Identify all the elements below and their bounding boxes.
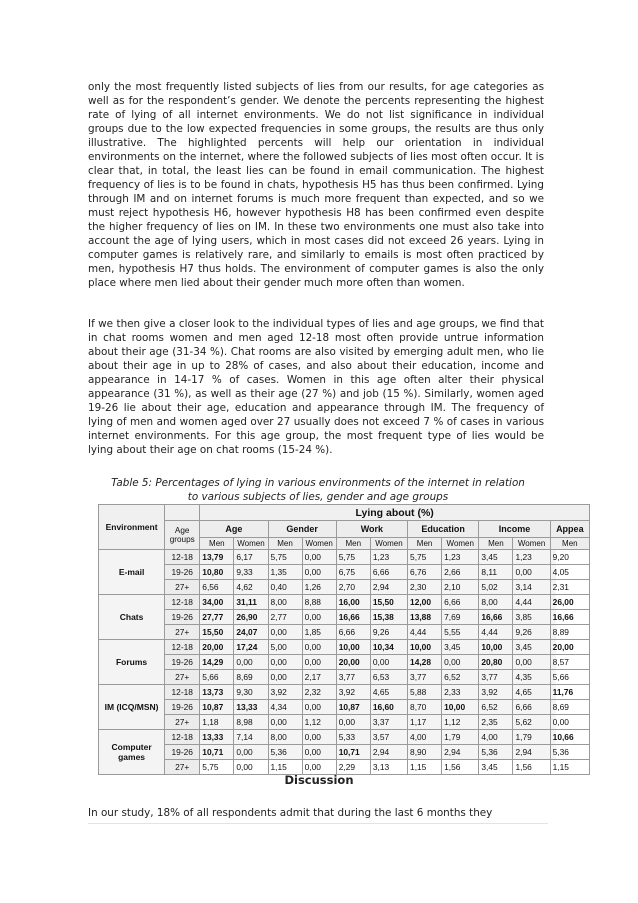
age-group-cell: 19-26 xyxy=(165,700,200,715)
value-cell: 0,00 xyxy=(513,565,550,580)
value-cell: 0,00 xyxy=(302,550,336,565)
value-cell: 10,66 xyxy=(550,730,589,745)
value-cell: 15,50 xyxy=(200,625,234,640)
value-cell: 3,77 xyxy=(479,670,513,685)
value-cell: 2,77 xyxy=(268,610,302,625)
age-group-cell: 27+ xyxy=(165,670,200,685)
value-cell: 26,90 xyxy=(234,610,268,625)
value-cell: 4,00 xyxy=(479,730,513,745)
value-cell: 10,87 xyxy=(336,700,370,715)
value-cell: 17,24 xyxy=(234,640,268,655)
women-subheader: Women xyxy=(234,538,268,550)
value-cell: 9,33 xyxy=(234,565,268,580)
value-cell: 1,15 xyxy=(408,760,442,775)
environment-label: Forums xyxy=(99,640,165,685)
value-cell: 0,00 xyxy=(302,655,336,670)
value-cell: 2,32 xyxy=(302,685,336,700)
value-cell: 5,55 xyxy=(442,625,479,640)
value-cell: 1,17 xyxy=(408,715,442,730)
value-cell: 2,35 xyxy=(479,715,513,730)
value-cell: 5,75 xyxy=(336,550,370,565)
subject-header-work: Work xyxy=(336,521,407,538)
value-cell: 0,00 xyxy=(268,715,302,730)
value-cell: 8,69 xyxy=(550,700,589,715)
value-cell: 13,79 xyxy=(200,550,234,565)
value-cell: 0,00 xyxy=(302,760,336,775)
value-cell: 16,60 xyxy=(370,700,407,715)
value-cell: 1,15 xyxy=(550,760,589,775)
value-cell: 4,62 xyxy=(234,580,268,595)
value-cell: 0,00 xyxy=(234,655,268,670)
value-cell: 0,00 xyxy=(513,655,550,670)
value-cell: 8,88 xyxy=(302,595,336,610)
value-cell: 2,10 xyxy=(442,580,479,595)
value-cell: 0,00 xyxy=(268,655,302,670)
value-cell: 0,00 xyxy=(302,640,336,655)
subject-header-income: Income xyxy=(479,521,550,538)
age-group-cell: 12-18 xyxy=(165,550,200,565)
value-cell: 8,57 xyxy=(550,655,589,670)
value-cell: 0,00 xyxy=(302,610,336,625)
value-cell: 13,73 xyxy=(200,685,234,700)
body-paragraph-2: If we then give a closer look to the individual types of lies and age groups, we find that in chat rooms women and men aged 12-18 most often provide untrue information about their age (31-34 %). Chat rooms are also visited by emerging adult men, who lie about their age in up to 28% of cases, and also about their education, income and appearance in 14-17 % of cases. Women in this age often alter their physical appearance (31 %), as well as their age (27 %) and job (15 %). Similarly, women aged 19-26 lie about their age, education and appearance through IM. The frequency of lying of men and women aged over 27 usually does not exceed 7 % of cases in various internet environments. For this age group, the most frequent type of lies would be lying about their age on chat rooms (15-24 %). xyxy=(88,318,544,456)
value-cell: 4,65 xyxy=(370,685,407,700)
value-cell: 1,56 xyxy=(513,760,550,775)
value-cell: 6,66 xyxy=(513,700,550,715)
value-cell: 10,87 xyxy=(200,700,234,715)
value-cell: 15,38 xyxy=(370,610,407,625)
header-blank xyxy=(165,505,200,521)
value-cell: 7,14 xyxy=(234,730,268,745)
women-subheader: Women xyxy=(442,538,479,550)
value-cell: 5,88 xyxy=(408,685,442,700)
value-cell: 0,40 xyxy=(268,580,302,595)
age-group-cell: 19-26 xyxy=(165,610,200,625)
value-cell: 3,92 xyxy=(268,685,302,700)
age-group-cell: 19-26 xyxy=(165,745,200,760)
value-cell: 4,65 xyxy=(513,685,550,700)
value-cell: 12,00 xyxy=(408,595,442,610)
value-cell: 2,94 xyxy=(513,745,550,760)
value-cell: 14,28 xyxy=(408,655,442,670)
value-cell: 1,79 xyxy=(442,730,479,745)
value-cell: 4,44 xyxy=(479,625,513,640)
value-cell: 16,66 xyxy=(479,610,513,625)
men-subheader: Men xyxy=(200,538,234,550)
age-groups-header: Age groups xyxy=(165,521,200,550)
value-cell: 5,33 xyxy=(336,730,370,745)
value-cell: 6,56 xyxy=(200,580,234,595)
value-cell: 20,00 xyxy=(336,655,370,670)
value-cell: 14,29 xyxy=(200,655,234,670)
value-cell: 1,18 xyxy=(200,715,234,730)
environment-label: Computer games xyxy=(99,730,165,775)
table-row xyxy=(99,700,590,715)
value-cell: 3,85 xyxy=(513,610,550,625)
value-cell: 5,66 xyxy=(200,670,234,685)
table-row xyxy=(99,565,590,580)
value-cell: 5,62 xyxy=(513,715,550,730)
value-cell: 1,79 xyxy=(513,730,550,745)
value-cell: 4,44 xyxy=(513,595,550,610)
subject-header-age: Age xyxy=(200,521,268,538)
value-cell: 1,15 xyxy=(268,760,302,775)
value-cell: 6,52 xyxy=(479,700,513,715)
table-row xyxy=(99,580,590,595)
value-cell: 6,76 xyxy=(408,565,442,580)
value-cell: 4,34 xyxy=(268,700,302,715)
value-cell: 7,69 xyxy=(442,610,479,625)
discussion-heading: Discussion xyxy=(284,773,354,787)
lying-table xyxy=(98,504,590,775)
value-cell: 0,00 xyxy=(234,760,268,775)
age-group-cell: 19-26 xyxy=(165,565,200,580)
table-row xyxy=(99,625,590,640)
table-row xyxy=(99,595,590,610)
value-cell: 3,37 xyxy=(370,715,407,730)
age-group-cell: 12-18 xyxy=(165,730,200,745)
value-cell: 13,33 xyxy=(200,730,234,745)
value-cell: 5,66 xyxy=(550,670,589,685)
value-cell: 4,05 xyxy=(550,565,589,580)
value-cell: 5,36 xyxy=(550,745,589,760)
value-cell: 0,00 xyxy=(268,670,302,685)
value-cell: 3,45 xyxy=(513,640,550,655)
value-cell: 16,66 xyxy=(336,610,370,625)
value-cell: 26,00 xyxy=(550,595,589,610)
men-subheader: Men xyxy=(479,538,513,550)
table-row xyxy=(99,715,590,730)
value-cell: 16,66 xyxy=(550,610,589,625)
value-cell: 8,00 xyxy=(479,595,513,610)
value-cell: 3,77 xyxy=(336,670,370,685)
subject-header-education: Education xyxy=(408,521,479,538)
value-cell: 0,00 xyxy=(550,715,589,730)
value-cell: 9,26 xyxy=(513,625,550,640)
value-cell: 5,75 xyxy=(200,760,234,775)
value-cell: 5,75 xyxy=(408,550,442,565)
value-cell: 2,66 xyxy=(442,565,479,580)
value-cell: 4,44 xyxy=(408,625,442,640)
value-cell: 10,00 xyxy=(408,640,442,655)
value-cell: 24,07 xyxy=(234,625,268,640)
value-cell: 6,66 xyxy=(442,595,479,610)
table-title: Lying about (%) xyxy=(200,505,590,521)
value-cell: 16,00 xyxy=(336,595,370,610)
value-cell: 3,77 xyxy=(408,670,442,685)
men-subheader: Men xyxy=(336,538,370,550)
table-row xyxy=(99,655,590,670)
subject-header-appearance: Appea xyxy=(550,521,589,538)
value-cell: 8,69 xyxy=(234,670,268,685)
value-cell: 2,94 xyxy=(370,745,407,760)
value-cell: 2,31 xyxy=(550,580,589,595)
value-cell: 6,75 xyxy=(336,565,370,580)
value-cell: 4,35 xyxy=(513,670,550,685)
value-cell: 3,92 xyxy=(479,685,513,700)
value-cell: 3,57 xyxy=(370,730,407,745)
value-cell: 0,00 xyxy=(302,745,336,760)
value-cell: 0,00 xyxy=(336,715,370,730)
value-cell: 3,13 xyxy=(370,760,407,775)
age-group-cell: 27+ xyxy=(165,625,200,640)
value-cell: 15,50 xyxy=(370,595,407,610)
age-group-cell: 12-18 xyxy=(165,595,200,610)
value-cell: 0,00 xyxy=(302,565,336,580)
value-cell: 5,75 xyxy=(268,550,302,565)
value-cell: 13,33 xyxy=(234,700,268,715)
value-cell: 3,14 xyxy=(513,580,550,595)
age-group-cell: 12-18 xyxy=(165,685,200,700)
value-cell: 5,02 xyxy=(479,580,513,595)
value-cell: 8,89 xyxy=(550,625,589,640)
environment-label: Chats xyxy=(99,595,165,640)
value-cell: 10,00 xyxy=(336,640,370,655)
value-cell: 1,12 xyxy=(302,715,336,730)
value-cell: 1,85 xyxy=(302,625,336,640)
table-row xyxy=(99,745,590,760)
age-group-cell: 27+ xyxy=(165,715,200,730)
environment-header: Environment xyxy=(99,505,165,550)
value-cell: 34,00 xyxy=(200,595,234,610)
age-group-cell: 27+ xyxy=(165,760,200,775)
value-cell: 8,90 xyxy=(408,745,442,760)
value-cell: 1,23 xyxy=(370,550,407,565)
value-cell: 8,98 xyxy=(234,715,268,730)
value-cell: 0,00 xyxy=(302,730,336,745)
value-cell: 10,34 xyxy=(370,640,407,655)
value-cell: 8,70 xyxy=(408,700,442,715)
women-subheader: Women xyxy=(370,538,407,550)
table-row xyxy=(99,550,590,565)
value-cell: 1,56 xyxy=(442,760,479,775)
table-caption-line-2: to various subjects of lies, gender and age groups xyxy=(187,491,449,503)
value-cell: 6,66 xyxy=(370,565,407,580)
value-cell: 3,92 xyxy=(336,685,370,700)
value-cell: 4,00 xyxy=(408,730,442,745)
table-row xyxy=(99,610,590,625)
lying-table-image xyxy=(98,504,584,772)
men-subheader: Men xyxy=(408,538,442,550)
page-footer-divider xyxy=(88,823,548,824)
body-paragraph-3: In our study, 18% of all respondents admit that during the last 6 months they xyxy=(88,807,493,819)
value-cell: 0,00 xyxy=(302,700,336,715)
table-row xyxy=(99,685,590,700)
value-cell: 10,71 xyxy=(336,745,370,760)
value-cell: 2,17 xyxy=(302,670,336,685)
value-cell: 2,29 xyxy=(336,760,370,775)
value-cell: 8,00 xyxy=(268,730,302,745)
table-caption-line-1: Table 5: Percentages of lying in various environments of the internet in relation xyxy=(111,477,525,489)
value-cell: 20,00 xyxy=(200,640,234,655)
value-cell: 20,00 xyxy=(550,640,589,655)
value-cell: 2,30 xyxy=(408,580,442,595)
value-cell: 2,70 xyxy=(336,580,370,595)
value-cell: 2,94 xyxy=(442,745,479,760)
value-cell: 5,00 xyxy=(268,640,302,655)
value-cell: 2,33 xyxy=(442,685,479,700)
value-cell: 13,88 xyxy=(408,610,442,625)
value-cell: 5,36 xyxy=(479,745,513,760)
value-cell: 9,26 xyxy=(370,625,407,640)
value-cell: 10,00 xyxy=(479,640,513,655)
subject-header-gender: Gender xyxy=(268,521,336,538)
table-row xyxy=(99,730,590,745)
body-paragraph-1: only the most frequently listed subjects of lies from our results, for age categories as well as for the respondent’s gender. We denote the percents representing the highest rate of lying of all internet environments. We do not list significance in individual groups due to the low expected frequencies in some groups, the results are thus only illustrative. The highlighted percents will help our orientation in individual environments on the internet, where the followed subjects of lies most often occur. It is clear that, in total, the least lies can be found in email communication. The highest frequency of lies is to be found in chats, hypothesis H5 has thus been confirmed. Lying through IM and on internet forums is much more frequent than expected, and so we must reject hypothesis H6, however hypothesis H8 has been confirmed even despite the higher frequency of lies on IM. In these two environments one must also take into account the age of lying users, which in most cases did not exceed 26 years. Lying in computer games is relatively rare, and similarly to emails is most often practiced by men, hypothesis H7 thus holds. The environment of computer games is also the only place where men lied about their gender much more often than women. xyxy=(88,81,544,289)
value-cell: 1,35 xyxy=(268,565,302,580)
value-cell: 1,23 xyxy=(442,550,479,565)
value-cell: 3,45 xyxy=(479,760,513,775)
value-cell: 0,00 xyxy=(234,745,268,760)
value-cell: 6,53 xyxy=(370,670,407,685)
value-cell: 9,20 xyxy=(550,550,589,565)
value-cell: 1,23 xyxy=(513,550,550,565)
value-cell: 1,26 xyxy=(302,580,336,595)
value-cell: 6,66 xyxy=(336,625,370,640)
value-cell: 2,94 xyxy=(370,580,407,595)
men-subheader: Men xyxy=(550,538,589,550)
value-cell: 8,11 xyxy=(479,565,513,580)
value-cell: 27,77 xyxy=(200,610,234,625)
value-cell: 3,45 xyxy=(479,550,513,565)
age-group-cell: 12-18 xyxy=(165,640,200,655)
value-cell: 10,00 xyxy=(442,700,479,715)
table-row xyxy=(99,670,590,685)
value-cell: 11,76 xyxy=(550,685,589,700)
age-group-cell: 27+ xyxy=(165,580,200,595)
value-cell: 0,00 xyxy=(268,625,302,640)
women-subheader: Women xyxy=(513,538,550,550)
value-cell: 9,30 xyxy=(234,685,268,700)
value-cell: 1,12 xyxy=(442,715,479,730)
value-cell: 3,45 xyxy=(442,640,479,655)
women-subheader: Women xyxy=(302,538,336,550)
value-cell: 8,00 xyxy=(268,595,302,610)
environment-label: E-mail xyxy=(99,550,165,595)
men-subheader: Men xyxy=(268,538,302,550)
environment-label: IM (ICQ/MSN) xyxy=(99,685,165,730)
value-cell: 0,00 xyxy=(442,655,479,670)
value-cell: 20,80 xyxy=(479,655,513,670)
value-cell: 6,52 xyxy=(442,670,479,685)
value-cell: 5,36 xyxy=(268,745,302,760)
value-cell: 10,71 xyxy=(200,745,234,760)
table-caption xyxy=(98,476,538,504)
value-cell: 31,11 xyxy=(234,595,268,610)
value-cell: 0,00 xyxy=(370,655,407,670)
value-cell: 10,80 xyxy=(200,565,234,580)
value-cell: 6,17 xyxy=(234,550,268,565)
table-row xyxy=(99,640,590,655)
age-group-cell: 19-26 xyxy=(165,655,200,670)
